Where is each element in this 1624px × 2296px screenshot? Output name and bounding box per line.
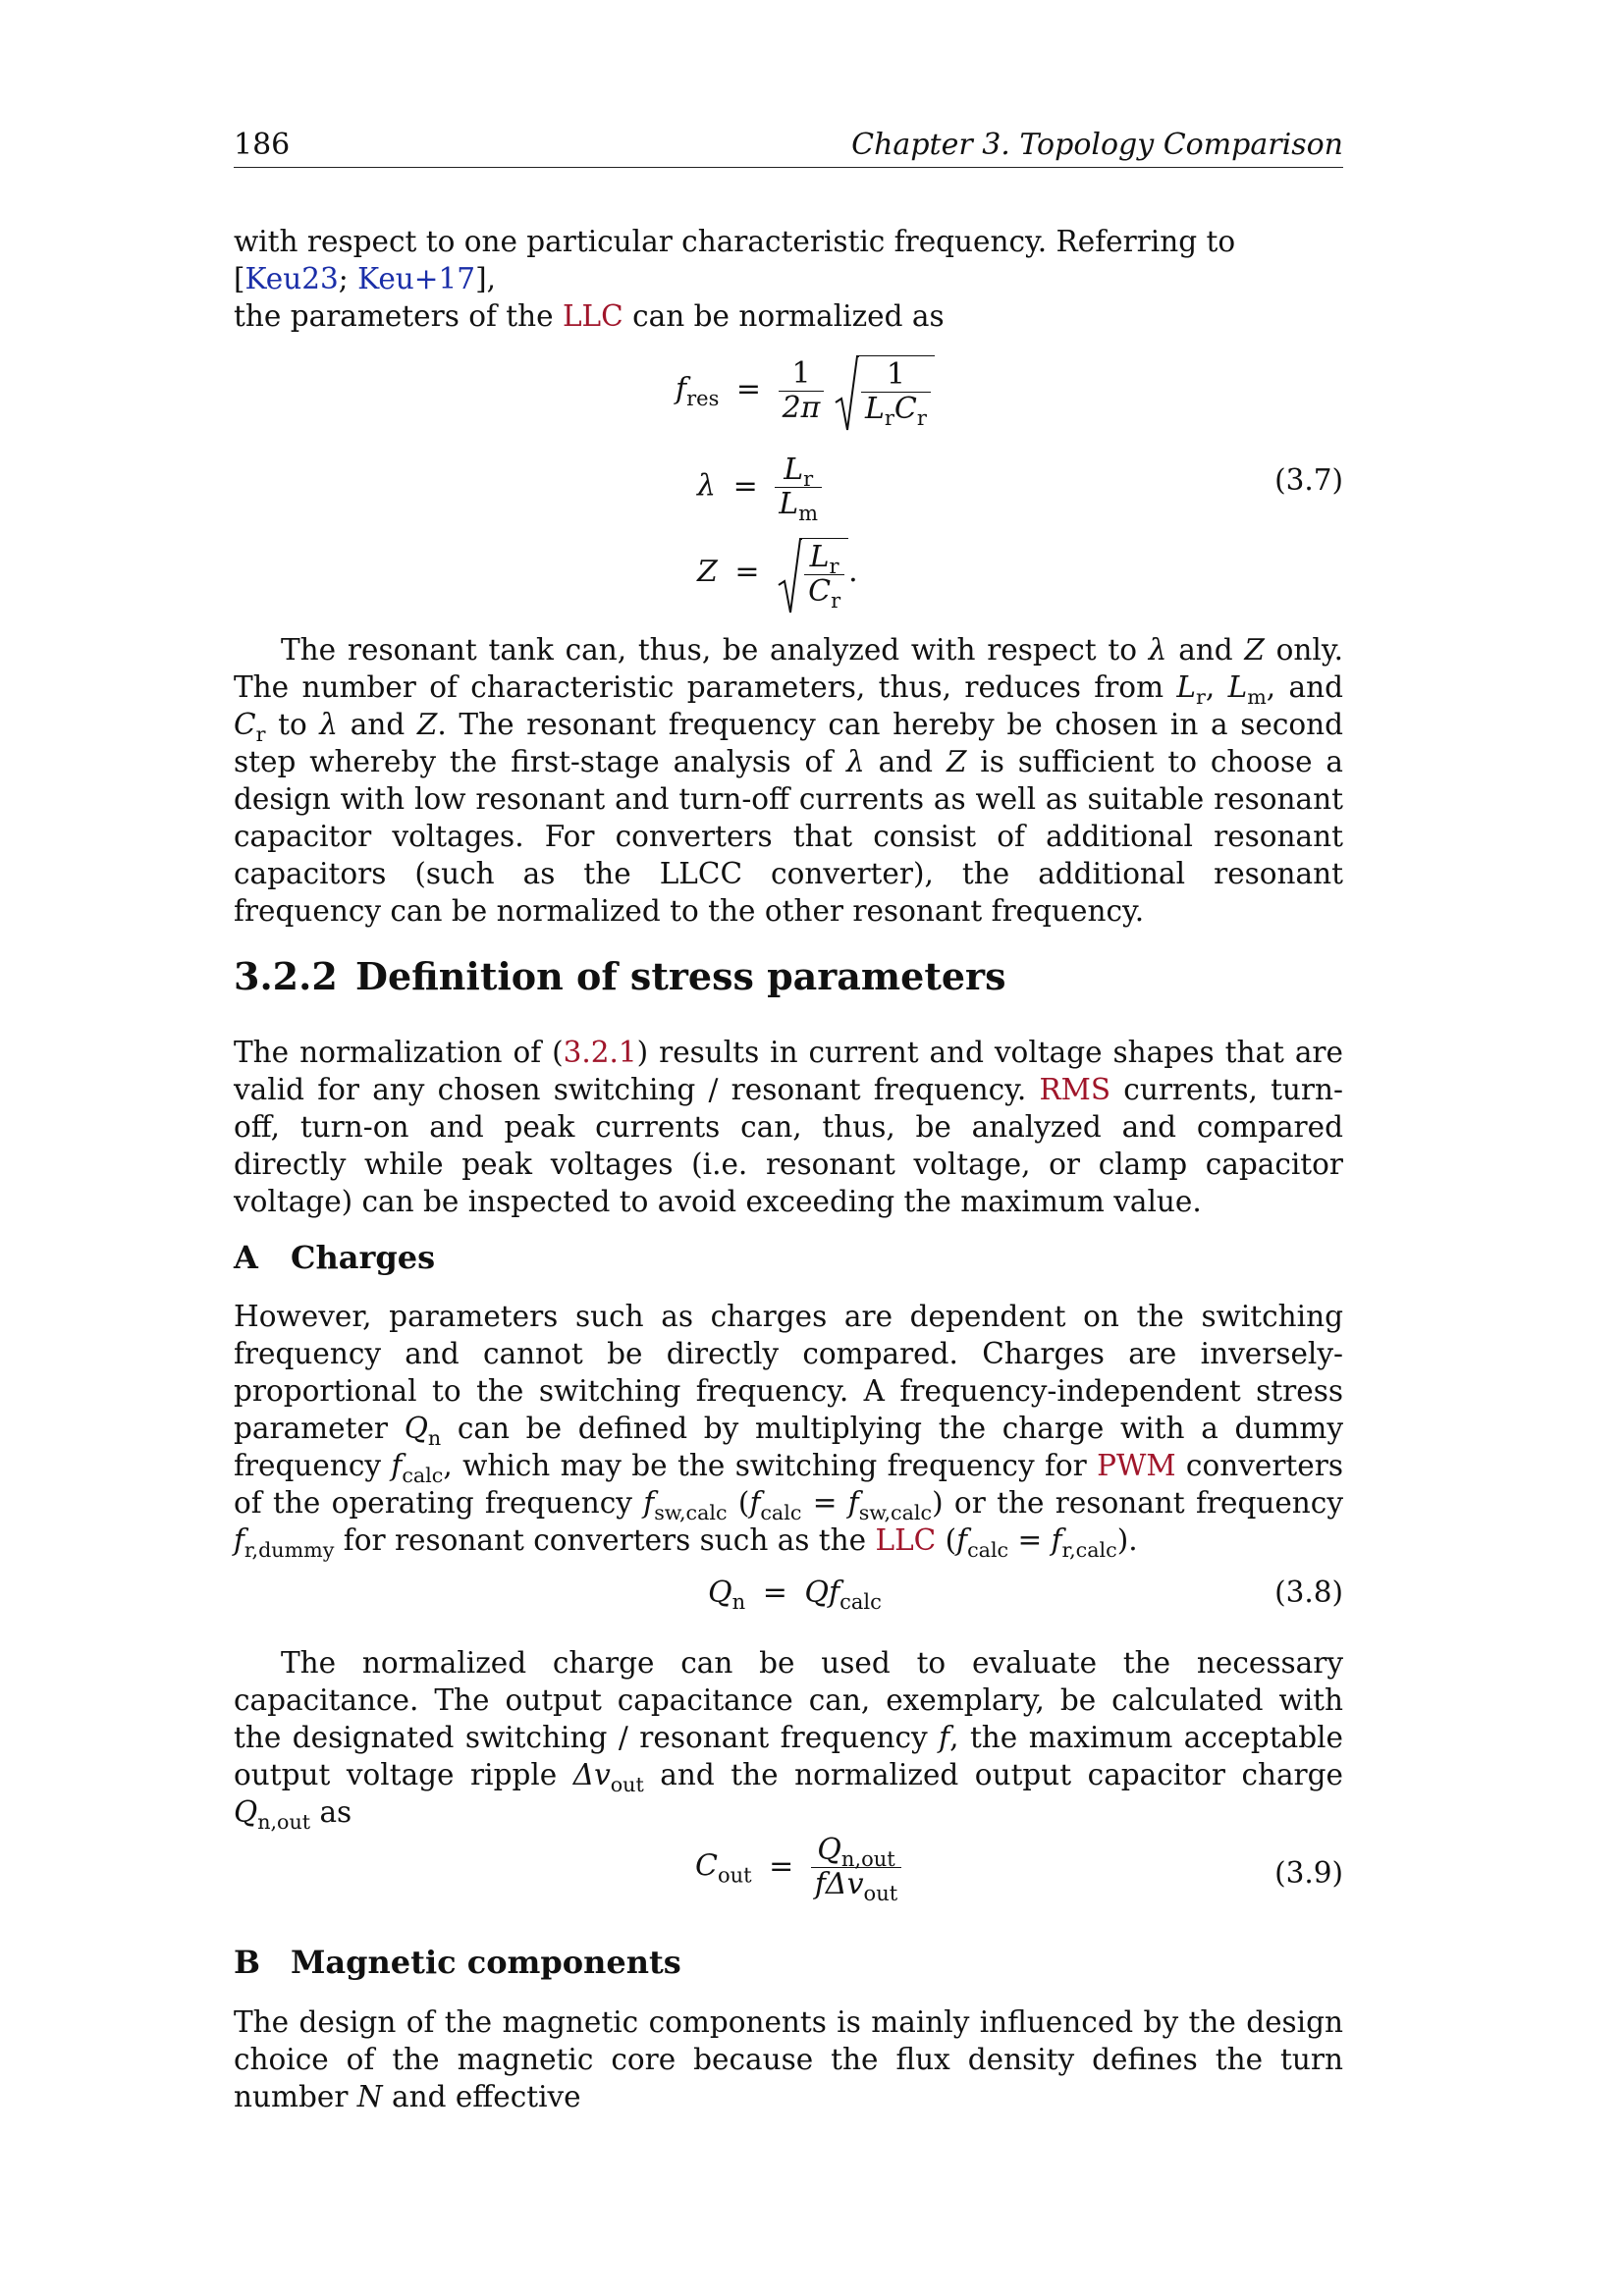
equation-number-3-7: (3.7) [1274,463,1343,497]
equation-lambda: λ = $\frac{L_r}{L_m}$ [697,454,822,521]
equation-number-3-8: (3.8) [1274,1575,1343,1609]
reference-3-2-1[interactable]: 3.2.1 [563,1036,637,1069]
equation-fres: $f_{res}$ = $\frac{1}{2\pi}$ $\frac{1}{L_rC_r}$ [676,355,935,426]
equation-number-3-9: (3.9) [1274,1856,1343,1890]
acronym-rms[interactable]: RMS [1039,1073,1111,1106]
equation-3-8: $Q_n = Qf_{calc}$ [708,1575,882,1614]
radical-icon [777,538,802,616]
intro-paragraph: with respect to one particular characteristic frequency. Referring to [Keu23; Keu+17], the parameters of the LLC can be normalized as [234,225,1236,333]
equation-z: Z = $\frac{L_r}{C_r}$ . [697,538,858,609]
acronym-llc-2[interactable]: LLC [875,1523,937,1557]
subsection-a-heading: A Charges [234,1239,436,1276]
subsection-b-heading: B Magnetic components [234,1944,681,1981]
chapter-title: Chapter 3. Topology Comparison [851,128,1343,162]
section-heading: 3.2.2 Definition of stress parameters [234,954,1006,998]
sqrt-symbol: $\frac{1}{L_rC_r}$ [834,355,935,426]
citation-keu17[interactable]: Keu+17 [357,262,476,295]
paragraph-charges: However, parameters such as charges are dependent on the switching frequency and cannot be directly compared. Charges are inversely-proportional to the switching frequency. A frequency-independent stress parameter $Q_n$ can be defined by multiplying the charge with a dummy frequency $f_{calc}$, which may be the switching frequency for PWM converters of the operating frequency $f_{sw,calc}$ $(f_{calc} = f_{sw,calc})$ or the resonant frequency $f_{r,dummy}$ for resonant converters such as the LLC $(f_{calc} = f_{r,calc})$. [234,1300,1343,1562]
paragraph-normalized-charge: The normalized charge can be used to evaluate the necessary capacitance. The output capacitance can, exemplary, be calculated with the designated switching / resonant frequency f, the maximum acceptable output voltage ripple $\Delta v_{out}$ and the normalized output capacitor charge $Q_{n,out}$ as [234,1646,1344,1834]
paragraph-resonant-tank: The resonant tank can, thus, be analyzed with respect to λ and Z only. The number of characteristic parameters, thus, reduces from $L_r$, $L_m$, and $C_r$ to λ and Z. The resonant frequency can hereby be chosen in a second step whereby the first-stage analysis of λ and Z is sufficient to choose a design with low resonant and turn-off currents as well as suitable resonant capacitor voltages. For converters that consist of additional resonant capacitors (such as the LLCC converter), the additional resonant frequency can be normalized to the other resonant frequency. [234,633,1343,928]
equation-3-9: $C_{out}$ = $\frac{Q_{n,out}}{f\Delta v_{out}}$ [695,1834,901,1901]
paragraph-normalization: The normalization of (3.2.1) results in current and voltage shapes that are valid for any chosen switching / resonant frequency. RMS currents, turn-off, turn-on and peak currents can, thus, be analyzed and compared directly while peak voltages (i.e. resonant voltage, or clamp capacitor voltage) can be inspected to avoid exceeding the maximum value. [234,1036,1343,1218]
acronym-pwm[interactable]: PWM [1097,1449,1176,1482]
citation-keu23[interactable]: Keu23 [244,262,339,295]
radical-icon [834,355,859,434]
page-number: 186 [234,128,291,162]
acronym-llc[interactable]: LLC [562,299,623,333]
fraction-1-over-2pi: $\frac{1}{2\pi}$ [779,357,825,425]
running-header [234,126,1343,168]
paragraph-magnetic: The design of the magnetic components is mainly influenced by the design choice of the magnetic core because the flux density defines the turn number N and effective [234,2005,1343,2113]
